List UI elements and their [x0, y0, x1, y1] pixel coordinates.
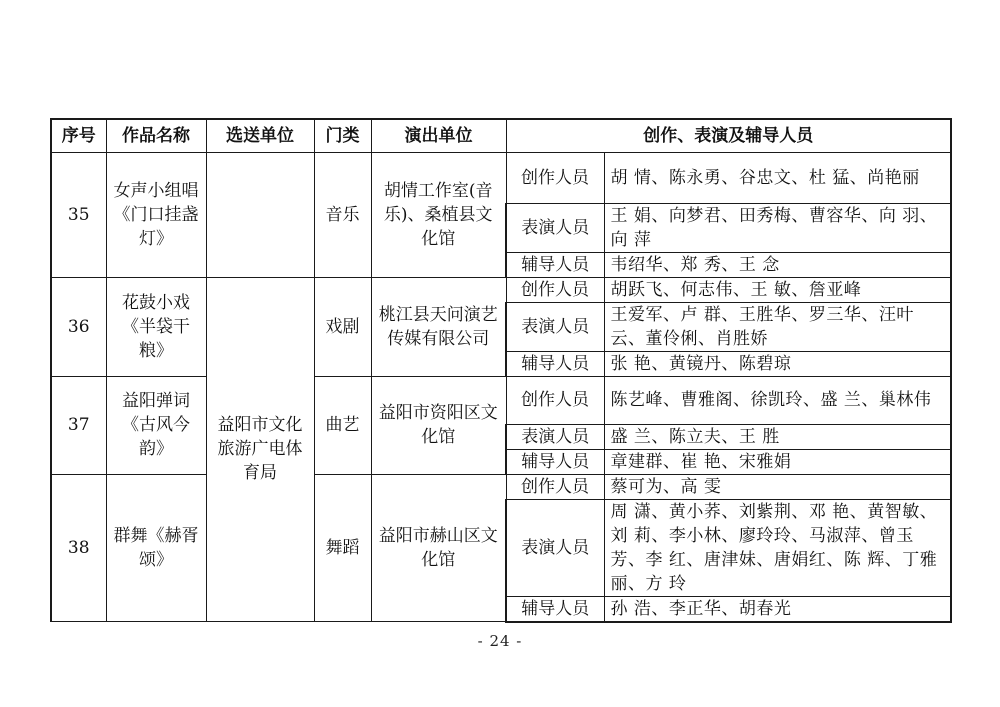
staff-role: 表演人员 [506, 499, 604, 596]
staff-names: 陈艺峰、曹雅阁、徐凯玲、盛 兰、巢林伟 [604, 376, 951, 424]
staff-role: 表演人员 [506, 302, 604, 351]
staff-role: 表演人员 [506, 203, 604, 252]
entry-performer: 益阳市赫山区文化馆 [371, 474, 506, 622]
table-row [51, 376, 951, 424]
entry-performer: 桃江县天问演艺传媒有限公司 [371, 277, 506, 376]
entry-number: 37 [51, 376, 106, 474]
header-performer: 演出单位 [371, 119, 506, 152]
header-number: 序号 [51, 119, 106, 152]
staff-names: 王 娟、向梦君、田秀梅、曹容华、向 羽、向 萍 [604, 203, 951, 252]
entry-title: 花鼓小戏《半袋干粮》 [106, 277, 206, 376]
table-row [51, 474, 951, 499]
entry-number: 35 [51, 152, 106, 277]
page-number: - 24 - [477, 632, 523, 650]
staff-names: 章建群、崔 艳、宋雅娟 [604, 449, 951, 474]
header-row [51, 119, 951, 152]
staff-role: 辅导人员 [506, 351, 604, 376]
staff-names: 孙 浩、李正华、胡春光 [604, 596, 951, 622]
table-row [51, 152, 951, 203]
entry-number: 36 [51, 277, 106, 376]
header-staff: 创作、表演及辅导人员 [506, 119, 951, 152]
entry-number: 38 [51, 474, 106, 622]
staff-role: 辅导人员 [506, 252, 604, 277]
entry-performer: 益阳市资阳区文化馆 [371, 376, 506, 474]
staff-names: 张 艳、黄镜丹、陈碧琼 [604, 351, 951, 376]
submitting-unit: 益阳市文化旅游广电体育局 [206, 277, 314, 622]
staff-names: 周 潇、黄小荞、刘紫荆、邓 艳、黄智敏、刘 莉、李小林、廖玲玲、马淑萍、曾玉芳、李 红、唐津妹、唐娟红、陈 辉、丁雅丽、方 玲 [604, 499, 951, 596]
entry-title: 益阳弹词《古风今韵》 [106, 376, 206, 474]
staff-role: 辅导人员 [506, 449, 604, 474]
staff-role: 创作人员 [506, 474, 604, 499]
awards-table [50, 118, 952, 623]
entry-title: 群舞《赫胥颂》 [106, 474, 206, 622]
entry-title: 女声小组唱《门口挂盏灯》 [106, 152, 206, 277]
submitting-unit-blank [206, 152, 314, 277]
entry-category: 舞蹈 [314, 474, 371, 622]
staff-role: 创作人员 [506, 152, 604, 203]
header-category: 门类 [314, 119, 371, 152]
entry-category: 曲艺 [314, 376, 371, 474]
entry-category: 戏剧 [314, 277, 371, 376]
header-submitting-unit: 选送单位 [206, 119, 314, 152]
staff-names: 蔡可为、高 雯 [604, 474, 951, 499]
table-row [51, 277, 951, 302]
staff-role: 创作人员 [506, 277, 604, 302]
staff-names: 胡跃飞、何志伟、王 敏、詹亚峰 [604, 277, 951, 302]
entry-performer: 胡情工作室(音乐)、桑植县文化馆 [371, 152, 506, 277]
staff-role: 创作人员 [506, 376, 604, 424]
staff-role: 表演人员 [506, 424, 604, 449]
entry-category: 音乐 [314, 152, 371, 277]
staff-names: 韦绍华、郑 秀、王 念 [604, 252, 951, 277]
staff-names: 盛 兰、陈立夫、王 胜 [604, 424, 951, 449]
staff-role: 辅导人员 [506, 596, 604, 622]
staff-names: 王爱军、卢 群、王胜华、罗三华、汪叶云、董伶俐、肖胜娇 [604, 302, 951, 351]
header-title: 作品名称 [106, 119, 206, 152]
staff-names: 胡 情、陈永勇、谷忠文、杜 猛、尚艳丽 [604, 152, 951, 203]
